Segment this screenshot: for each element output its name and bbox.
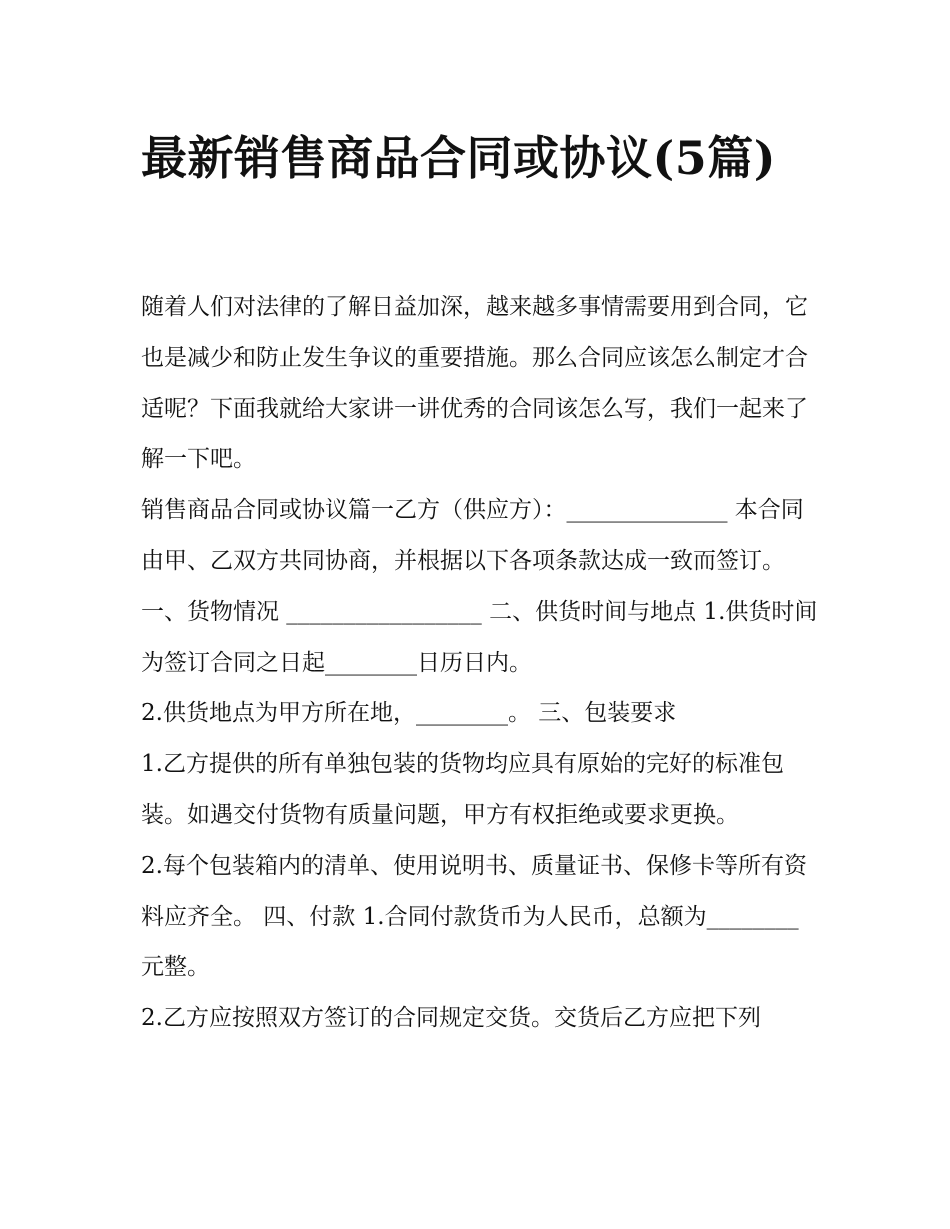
intro-paragraph: 随着人们对法律的了解日益加深，越来越多事情需要用到合同，它也是减少和防止发生争议的重要措施。那么合同应该怎么制定才合适呢？下面我就给大家讲一讲优秀的合同该怎么写，我们一起来了解一下吧。: [141, 294, 808, 473]
delivery-location-paragraph: 2.供货地点为甲方所在地，________。 三、包装要求: [141, 700, 677, 727]
delivery-clause-2: 2.乙方应按照双方签订的合同规定交货。交货后乙方应把下列: [141, 1005, 761, 1032]
packaging-clause-1: 1.乙方提供的所有单独包装的货物均应具有原始的完好的标准包装。如遇交付货物有质量问题，甲方有权拒绝或要求更换。: [141, 751, 784, 828]
contract-opening-paragraph: 销售商品合同或协议篇一乙方（供应方）：______________ 本合同由甲、乙双方共同协商，并根据以下各项条款达成一致而签订。 一、货物情况 _________________ 二、供货时间与地点 1.供货时间为签订合同之日起________日历日内。: [141, 497, 818, 676]
packaging-clause-2: 2.每个包装箱内的清单、使用说明书、质量证书、保修卡等所有资料应齐全。 四、付款 1.合同付款货币为人民币，总额为________元整。: [141, 852, 807, 981]
document-title: 最新销售商品合同或协议(5篇): [141, 131, 777, 185]
document-body: [141, 282, 821, 1044]
